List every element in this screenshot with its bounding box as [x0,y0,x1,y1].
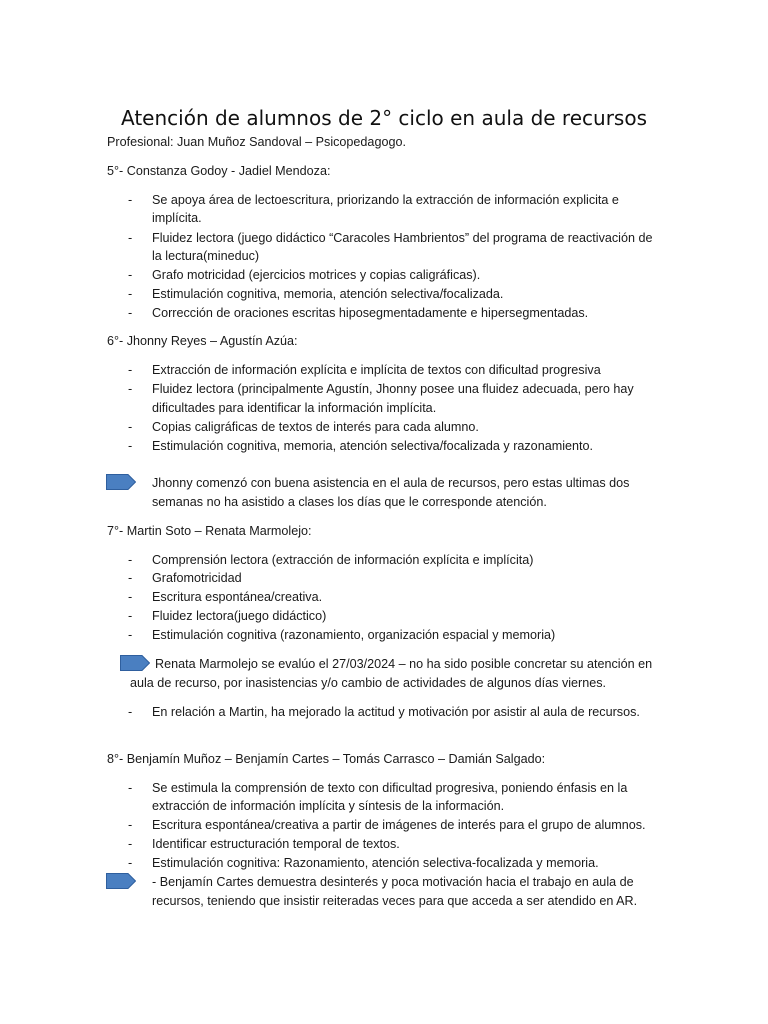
bullet-dash: - [128,382,133,396]
list-item: Se estimula la comprensión de texto con dificultad progresiva, poniendo énfasis en la [152,781,628,795]
section-8-note: - Benjamín Cartes demuestra desinterés y poca motivación hacia el trabajo en aula de [152,875,634,889]
list-item-cont: implícita. [152,211,202,225]
list-item: Estimulación cognitiva: Razonamiento, atención selectiva-focalizada y memoria. [152,856,599,870]
bullet-dash: - [128,571,133,585]
section-6-heading: 6°- Jhonny Reyes – Agustín Azúa: [107,334,298,348]
section-7-note: Renata Marmolejo se evalúo el 27/03/2024 – no ha sido posible concretar su atención en [155,657,653,671]
list-item-cont: extracción de información implícita y síntesis de la información. [152,799,505,813]
list-item: Copias caligráficas de textos de interés para cada alumno. [152,420,479,434]
list-item: Se apoya área de lectoescritura, priorizando la extracción de información explicita e [152,193,619,207]
list-item-cont: la lectura(mineduc) [152,249,260,263]
bullet-dash: - [128,590,133,604]
list-item: Escritura espontánea/creativa. [152,590,323,604]
list-item: Grafo motricidad (ejercicios motrices y copias caligráficas). [152,268,481,282]
section-6-note: Jhonny comenzó con buena asistencia en el aula de recursos, pero estas ultimas dos [152,476,630,490]
section-7-extra: En relación a Martin, ha mejorado la actitud y motivación por asistir al aula de recursos. [152,705,640,719]
bullet-dash: - [128,306,133,320]
right-pentagon-arrow-icon [120,655,150,671]
bullet-dash: - [128,781,133,795]
bullet-dash: - [128,268,133,282]
list-item: Identificar estructuración temporal de textos. [152,837,400,851]
list-item: Fluidez lectora (principalmente Agustín, Jhonny posee una fluidez adecuada, pero hay [152,382,634,396]
section-5-heading: 5°- Constanza Godoy - Jadiel Mendoza: [107,164,331,178]
page-title: Atención de alumnos de 2° ciclo en aula de recursos [121,106,647,130]
bullet-dash: - [128,818,133,832]
bullet-dash: - [128,193,133,207]
bullet-dash: - [128,609,133,623]
section-6-note-cont: semanas no ha asistido a clases los días que le corresponde atención. [152,495,547,509]
bullet-dash: - [128,628,133,642]
bullet-dash: - [128,439,133,453]
list-item: Comprensión lectora (extracción de información explícita e implícita) [152,553,534,567]
bullet-dash: - [128,837,133,851]
bullet-dash: - [128,856,133,870]
list-item: Estimulación cognitiva (razonamiento, organización espacial y memoria) [152,628,556,642]
bullet-dash: - [128,705,133,719]
list-item: Escritura espontánea/creativa a partir de imágenes de interés para el grupo de alumnos. [152,818,646,832]
list-item-cont: dificultades para identificar la información implícita. [152,401,437,415]
bullet-dash: - [128,363,133,377]
bullet-dash: - [128,231,133,245]
bullet-dash: - [128,287,133,301]
section-7-note-cont: aula de recurso, por inasistencias y/o cambio de actividades de algunos días viernes. [130,676,607,690]
professional-line: Profesional: Juan Muñoz Sandoval – Psicopedagogo. [107,135,406,149]
section-8-note-cont: recursos, teniendo que insistir reiteradas veces para que acceda a ser atendido en AR. [152,894,638,908]
list-item: Fluidez lectora (juego didáctico “Caracoles Hambrientos” del programa de reactivación de [152,231,653,245]
list-item: Corrección de oraciones escritas hiposegmentadamente e hipersegmentadas. [152,306,589,320]
list-item: Estimulación cognitiva, memoria, atención selectiva/focalizada. [152,287,504,301]
list-item: Fluidez lectora(juego didáctico) [152,609,327,623]
list-item: Grafomotricidad [152,571,242,585]
list-item: Estimulación cognitiva, memoria, atención selectiva/focalizada y razonamiento. [152,439,593,453]
list-item: Extracción de información explícita e implícita de textos con dificultad progresiva [152,363,601,377]
bullet-dash: - [128,553,133,567]
section-8-heading: 8°- Benjamín Muñoz – Benjamín Cartes – Tomás Carrasco – Damián Salgado: [107,752,546,766]
bullet-dash: - [128,420,133,434]
right-pentagon-arrow-icon [106,474,136,490]
right-pentagon-arrow-icon [106,873,136,889]
section-7-heading: 7°- Martin Soto – Renata Marmolejo: [107,524,312,538]
